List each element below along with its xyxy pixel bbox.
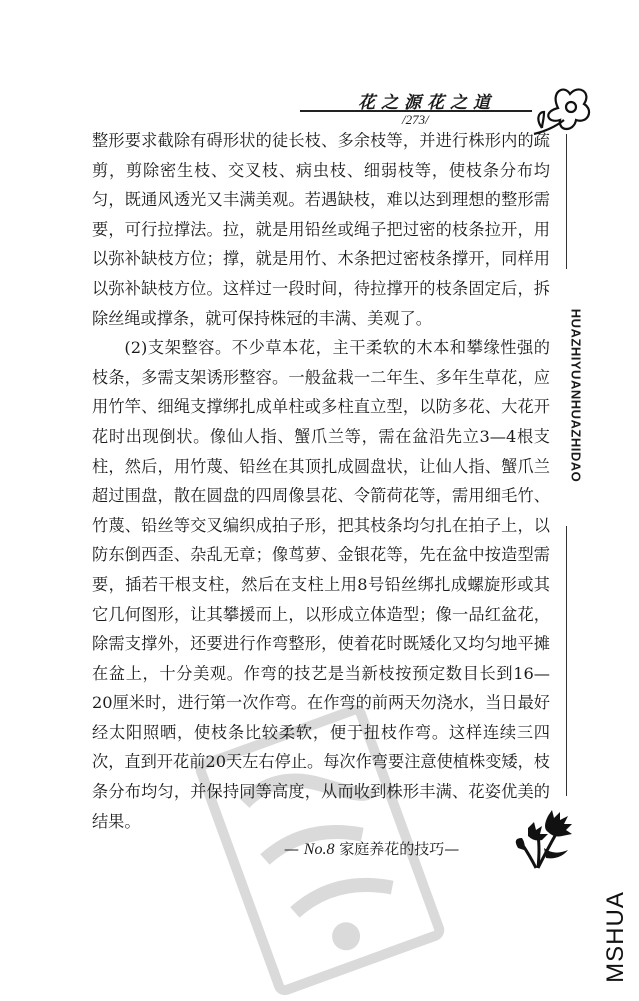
chapter-title: 家庭养花的技巧 [339,840,445,858]
side-rule-top [566,134,567,269]
side-running-title [566,270,586,520]
footer-dash-left: — [284,840,304,858]
flower-ornament-icon [508,808,593,873]
chapter-number: No.8 [303,841,335,858]
corner-watermark-text: MSHUA [602,891,629,983]
footer-dash-right: — [444,840,460,858]
side-running-title-text: HUAZHIYUANHUAZHIDAO [568,308,584,483]
body-text [92,126,550,836]
paragraph-1: 整形要求截除有碍形状的徒长枝、多余枝等，并进行株形内的疏剪，剪除密生枝、交叉枝、病虫枝、细弱枝等，使枝条分布均匀，既通风透光又丰满美观。若遇缺枝，难以达到理想的整形需要，可行拉撑法。拉，就是用铅丝或绳子把过密的枝条拉开，用以弥补缺枝方位；撑，就是用竹、木条把过密枝条撑开，同样用以弥补缺枝方位。这样过一段时间，待拉撑开的枝条固定后，拆除丝绳或撑条，就可保持株冠的丰满、美观了。 [92,131,550,328]
paragraph-2: (2)支架整容。不少草本花，主干柔软的木本和攀缘性强的枝条，多需支架诱形整容。一般盆栽一二年生、多年生草花，应用竹竿、细绳支撑绑扎成单柱或多柱直立型，以防多花、大花开花时出现倒状。像仙人指、蟹爪兰等，需在盆沿先立3—4根支柱，然后，用竹蔑、铅丝在其顶扎成圆盘状，让仙人指、蟹爪兰超过围盘，散在圆盘的四周像昙花、令箭荷花等，需用细毛竹、竹蔑、铅丝等交叉编织成拍子形，把其枝条均匀扎在拍子上，以防东倒西歪、杂乱无章；像茑萝、金银花等，先在盆中按造型需要，插若干根支柱，然后在支柱上用8号铅丝绑扎成螺旋形或其它几何图形，让其攀援而上，以形成立体造型；像一品红盆花，除需支撑外，还要进行作弯整形，使着花时既矮化又均匀地平摊在盆上，十分美观。作弯的技艺是当新枝按预定数目长到16—20厘米时，进行第一次作弯。在作弯的前两天勿浇水，当日最好经太阳照晒，使枝条比较柔软，便于扭枝作弯。这样连续三四次，直到开花前20天左右停止。每次作弯要注意使植株变矮，枝条分布均匀，并保持同等高度，从而收到株形丰满、花姿优美的结果。 [92,338,550,831]
side-rule-bottom [566,526,567,796]
page-number: /273/ [402,112,429,127]
footer [284,838,459,859]
header-title: 花之源花之道 [358,93,496,113]
corner-watermark [596,878,636,998]
